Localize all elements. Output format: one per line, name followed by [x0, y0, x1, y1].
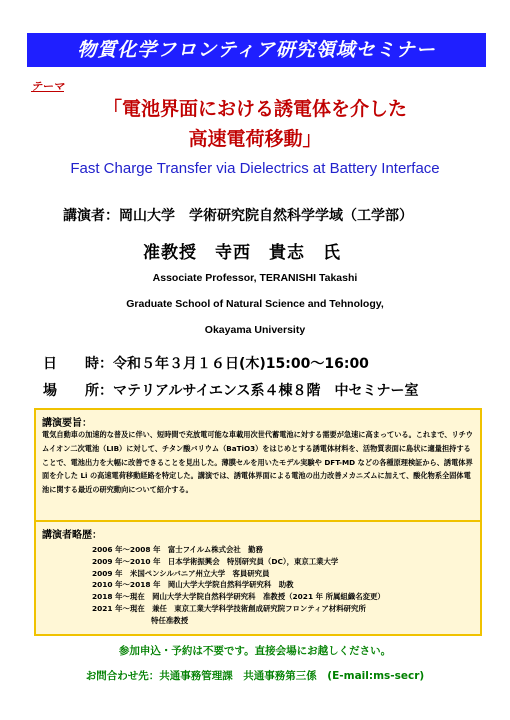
- date-row: [43, 353, 369, 373]
- date-label: 日 時：: [43, 356, 113, 372]
- history-item: 特任准教授: [92, 615, 189, 625]
- history-item: 2010 年～2018 年 岡山大学大学院自然科学研究科 助教: [92, 580, 294, 590]
- date-value: 令和５年３月１６日(木)15:00～16:00: [113, 356, 369, 372]
- seminar-banner: 物質化学フロンティア研究領域セミナー: [27, 33, 486, 67]
- history-item: 2021 年～現在 兼任 東京工業大学科学技術創成研究院フロンティア材料研究所: [92, 603, 366, 613]
- speaker-english-university: Okayama University: [204, 324, 306, 336]
- theme-label: テーマ: [31, 80, 64, 93]
- footer-contact: お問合わせ先：共通事務管理課 共通事務第三係 (E-mail:ms-secr): [85, 670, 425, 682]
- abstract-heading: 講演要旨：: [42, 418, 92, 429]
- history-item: 2006 年～2008 年 富士フイルム株式会社 勤務: [92, 545, 263, 554]
- title-english: Fast Charge Transfer via Dielectrics at Battery Interface: [70, 160, 440, 177]
- speaker-affiliation: 講演者：岡山大学 学術研究院自然科学学域（工学部）: [63, 208, 413, 224]
- speaker-english-name: Associate Professor, TERANISHI Takashi: [152, 272, 358, 284]
- place-label: 場 所：: [43, 383, 113, 399]
- footer-note: 参加申込・予約は不要です。直接会場にお越しください。: [118, 645, 392, 657]
- history-item: 2009 年 米国ペンシルバニア州立大学 客員研究員: [92, 568, 270, 578]
- title-line-1: 「電池界面における誘電体を介した: [102, 98, 407, 120]
- history-list: [92, 544, 385, 627]
- place-row: [43, 380, 418, 400]
- speaker-english-school: Graduate School of Natural Science and Tehnology,: [126, 298, 384, 310]
- place-value: マテリアルサイエンス系４棟８階 中セミナー室: [113, 383, 419, 399]
- abstract-box: [34, 408, 482, 522]
- title-line-2: 高速電荷移動」: [188, 128, 322, 150]
- history-box: [34, 520, 482, 636]
- history-item: 2018 年～現在 岡山大学大学院自然科学研究科 准教授（2021 年 所属組織名変更）: [92, 592, 385, 602]
- speaker-name: 准教授 寺西 貴志 氏: [143, 243, 341, 263]
- history-item: 2009 年～2010 年 日本学術振興会 特別研究員（DC），東京工業大学: [92, 556, 339, 566]
- history-heading: 講演者略歴：: [42, 530, 102, 541]
- abstract-text: 電気自動車の加速的な普及に伴い、短時間で充放電可能な車載用次世代蓄電池に対する需要が急速に高まっている。これまで、リチウムイオン二次電池（LIB）に対して、チタン酸バリウム（BaTiO3）をはじめとする誘電体材料を、活物質表面に島状に適量担持することで、電池出力を大幅に改善できることを見出した。薄膜セルを用いたモデル実験や DFT-MD などの各種原理検証から、誘電体界面を介した Li の高速電荷移動経路を特定した。講演では、誘電体界面による電池の出力改善メカニズムに加えて、酸化物系全固体電池に関する最近の研究動向について紹介する。: [42, 430, 473, 495]
